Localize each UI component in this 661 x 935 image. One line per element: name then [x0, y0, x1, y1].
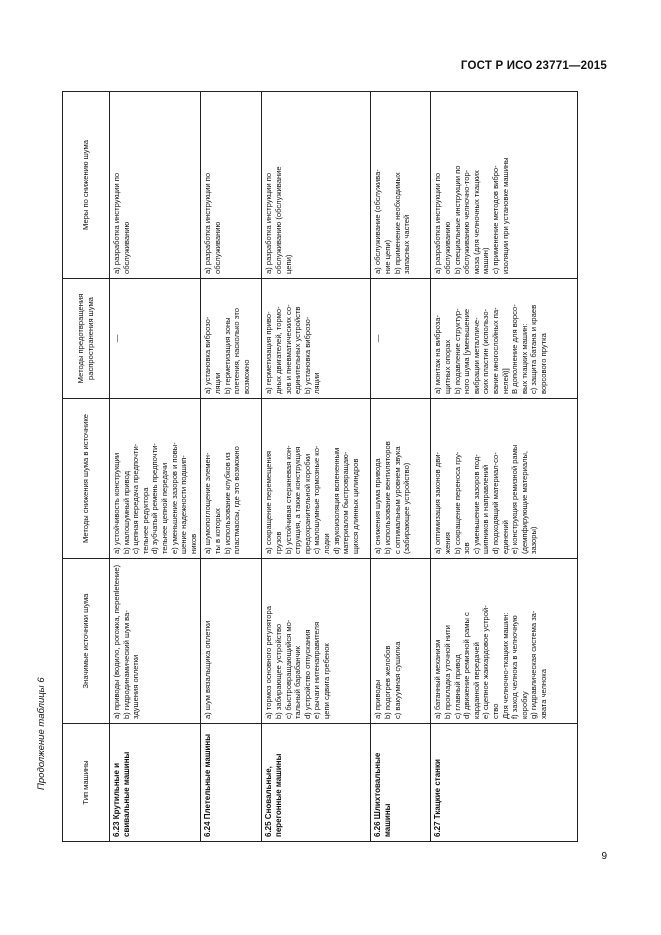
cell-line: b) устойчивая стержневая кон- — [283, 445, 293, 554]
cell-line: (забирающее устройство) — [402, 462, 412, 554]
cell-line: b) использование вентиляторов — [382, 441, 392, 554]
header-propagation-prevention: Методы предотвращения распространения шума — [63, 279, 110, 399]
cell-line: плетения, насколько это — [232, 307, 242, 394]
cell-line: ников — [188, 533, 198, 554]
cell-line: — — [373, 334, 383, 343]
cell-line: e) конструкция ремизной рамы — [510, 444, 520, 554]
table-cell-reduction — [201, 399, 262, 559]
cell-line: b) сокращение переноса гру- — [452, 451, 462, 554]
cell-line: ство — [490, 703, 500, 719]
cell-line: щитных опорах — [442, 339, 452, 394]
cell-line: а) разработка инструкции по — [112, 172, 121, 274]
table-cell-reduction — [262, 399, 371, 559]
cell-line: e) сцепное жаккардовое устрой- — [481, 605, 491, 719]
table-row — [431, 92, 578, 842]
cell-line: e) рычаги нитенаправителя — [312, 621, 322, 719]
cell-line: а) установка виброзо- — [203, 316, 213, 394]
cell-line: лодки — [321, 533, 331, 554]
cell-line: а) снижения шума привода — [373, 458, 383, 554]
table-cell-sources — [431, 559, 578, 724]
cell-line: единений — [500, 520, 510, 554]
cell-line: обслуживанию (обслуживание — [273, 166, 283, 274]
cell-line: b) установка виброзо- — [302, 316, 312, 394]
cell-line: цепи) — [283, 254, 293, 274]
document-standard-number: ГОСТ Р ИСО 23771—2015 — [460, 60, 607, 72]
table-cell-measures — [262, 92, 371, 279]
table-cell-reduction — [110, 399, 201, 559]
cell-line: b) гидродинамический шум ва- — [121, 610, 131, 719]
cell-line: здушения оплетки — [131, 654, 141, 719]
cell-line: d) подходящий материал-со- — [490, 452, 500, 554]
cell-line: b) герметизация зоны — [222, 317, 232, 394]
cell-line: а) шум вязальщика оплетки — [203, 620, 213, 719]
cell-line: f) заход челнока в челночную — [510, 615, 520, 719]
cell-line: e) уменьшение зазоров и повы- — [169, 442, 179, 554]
cell-line: b) забирающее устройство — [273, 623, 283, 719]
table-cell-sources — [371, 559, 431, 724]
cell-line: жения — [442, 532, 452, 554]
cell-line: шипников и направлений — [481, 464, 491, 554]
header-noise-measures: Меры по снижению шума — [63, 92, 110, 279]
table-cell-reduction — [371, 399, 431, 559]
cell-line: предохранительной коробки — [302, 453, 312, 554]
cell-line: d) устройство отпускания — [302, 629, 312, 719]
cell-line: машин) — [481, 247, 491, 274]
header-machine-type: Тип машины — [63, 724, 110, 842]
table-cell-sources — [110, 559, 201, 724]
cell-line: щихся длинных цилиндров — [350, 458, 360, 554]
cell-line: обслуживанию — [121, 221, 131, 274]
cell-line: d) зубчатый ремень предпочти- — [150, 443, 160, 554]
table-cell-measures — [371, 92, 431, 279]
cell-line: (демпфирующие материалы, — [519, 450, 529, 554]
table-cell-type: 6.25 Сновальные, перегонные машины — [262, 724, 371, 842]
cell-line: c) защита батана и краев — [529, 304, 539, 394]
cell-line: b) подавление структур- — [452, 308, 462, 394]
cell-line: ворсового прутка — [538, 333, 548, 394]
cell-line: c) вакуумная сушилка — [392, 641, 402, 719]
cell-line: c) малошумные тормозные ко- — [312, 445, 322, 554]
cell-line: пластмассы, где это возможно — [232, 446, 242, 554]
cell-line: b) малошумный привод — [121, 470, 131, 554]
table-cell-type: 6.26 Шлихтовальные машины — [371, 724, 431, 842]
table-cell-reduction — [431, 399, 578, 559]
cell-line: — — [112, 334, 121, 343]
cell-line: c) применение методов вибро- — [490, 165, 500, 274]
table-cell-type: 6.24 Плетельные машины — [201, 724, 262, 842]
cell-line: g) гидравлическая система за- — [529, 610, 539, 719]
cell-line: а) тормоз основного регулятора — [264, 606, 274, 719]
cell-line: обслуживанию — [442, 221, 452, 274]
cell-line: единительных устройств — [293, 306, 303, 394]
header-noise-sources: Значимые источники шума — [63, 559, 110, 724]
cell-line: материалом быстровращаю- — [341, 451, 351, 554]
table-row — [371, 92, 431, 842]
cell-line: возможно — [241, 359, 251, 394]
noise-reduction-table — [62, 91, 578, 842]
table-cell-sources — [262, 559, 371, 724]
table-cell-sources — [201, 559, 262, 724]
cell-line: а) обслуживание (обслужива- — [373, 169, 383, 274]
cell-line: c) уменьшение зазоров под- — [471, 454, 481, 554]
cell-line: а) разработка инструкции по — [433, 172, 443, 274]
cell-line: коробку — [519, 691, 529, 719]
cell-line: с оптимальным уровнем звука — [392, 446, 402, 554]
cell-line: тельнее редуктора — [140, 487, 150, 554]
cell-line: тельнее цепной передачи — [159, 462, 169, 554]
cell-line: d) движение ремизной рамы с — [462, 612, 472, 719]
cell-line: зов — [462, 542, 472, 554]
cell-line: а) сокращение перемещения — [264, 450, 274, 554]
cell-line: а) разработка инструкции по — [264, 172, 274, 274]
noise-table-rotated — [62, 92, 548, 842]
table-cell-measures — [431, 92, 578, 279]
cell-line: нелей)] — [500, 368, 510, 394]
cell-line: изоляции при установке машины — [500, 157, 510, 274]
table-row — [201, 92, 262, 842]
cell-line: шение надежности подшип- — [179, 455, 189, 554]
cell-line: вых ткацких машин: — [519, 323, 529, 394]
cell-line: d) звукоизоляция вспененным — [331, 447, 341, 554]
cell-line: вание многослойных па- — [490, 307, 500, 394]
header-source-reduction: Методы снижения шума в источнике — [63, 399, 110, 559]
cell-line: а) оптимизация законов дви- — [433, 451, 443, 554]
cell-line: цепи сдвига гребенок — [321, 643, 331, 719]
table-cell-prevention — [431, 279, 578, 399]
cell-line: моза (для челночных ткацких — [471, 170, 481, 274]
table-cell-type: 6.23 Крутильные и свивальные машины — [110, 724, 201, 842]
table-cell-prevention — [110, 279, 201, 399]
table-row — [262, 92, 371, 842]
cell-line: ты в которых — [212, 508, 222, 554]
cell-line: c) быстровращающийся мо- — [283, 619, 293, 719]
table-caption: Продолжение таблицы 6 — [36, 677, 47, 790]
cell-line: а) герметизация приво- — [264, 311, 274, 394]
cell-line: грузов — [273, 531, 283, 554]
cell-line: ских пластин (использо- — [481, 308, 491, 394]
cell-line: а) шумопоглощение элемен- — [203, 452, 213, 554]
table-cell-type: 6.27 Ткацкие станки — [431, 724, 578, 842]
cell-line: а) приводы (водило, рогожка, перепletение) — [112, 564, 121, 719]
cell-line: ляции — [212, 372, 222, 394]
cell-line: c) главный привод — [452, 654, 462, 719]
table-cell-measures — [201, 92, 262, 279]
table-cell-measures — [110, 92, 201, 279]
cell-line: дных двигателей, тормо- — [273, 306, 283, 394]
cell-line: а) разработка инструкции по — [203, 172, 213, 274]
cell-line: обслуживанию челночно-тор- — [462, 169, 472, 274]
cell-line: хвата челнока — [538, 668, 548, 719]
cell-line: b) специальные инструкции по — [452, 165, 462, 274]
cell-line: вибрации металличе- — [471, 317, 481, 394]
cell-line: ние цепи) — [382, 239, 392, 274]
page-number: 9 — [601, 851, 607, 862]
table-header-row — [63, 92, 110, 842]
cell-line: b) прокладка уточной нити — [442, 625, 452, 719]
table-cell-prevention — [371, 279, 431, 399]
cell-line: а) монтаж на виброза- — [433, 314, 443, 394]
cell-line: c) цепная передача предпочти- — [131, 443, 141, 554]
cell-line: а) приводы — [373, 679, 383, 719]
cell-line: ляции — [312, 372, 322, 394]
cell-line: ного шума [уменьшение — [462, 308, 472, 394]
cell-line: а) батанный механизм — [433, 639, 443, 719]
cell-line: зазоры) — [529, 526, 539, 554]
cell-line: обслуживанию — [212, 221, 222, 274]
cell-line: запасных частей — [402, 214, 412, 274]
table-cell-prevention — [262, 279, 371, 399]
cell-line: тальный барабанчик — [293, 646, 303, 719]
cell-line: а) устойчивость конструкции — [112, 452, 121, 554]
table-row — [110, 92, 201, 842]
cell-line: b) использование клубков из — [222, 452, 232, 554]
cell-line: Для челночно-ткацких машин: — [500, 612, 510, 719]
cell-line: зов и пневматических со- — [283, 304, 293, 394]
cell-line: карданной передачей — [471, 642, 481, 719]
cell-line: струкция, а также конструкция — [293, 446, 303, 554]
table-cell-prevention — [201, 279, 262, 399]
cell-line: b) подогрев желобов — [382, 645, 392, 719]
cell-line: В дополнение для ворсо- — [510, 304, 520, 394]
cell-line: b) применение необходимых — [392, 172, 402, 274]
